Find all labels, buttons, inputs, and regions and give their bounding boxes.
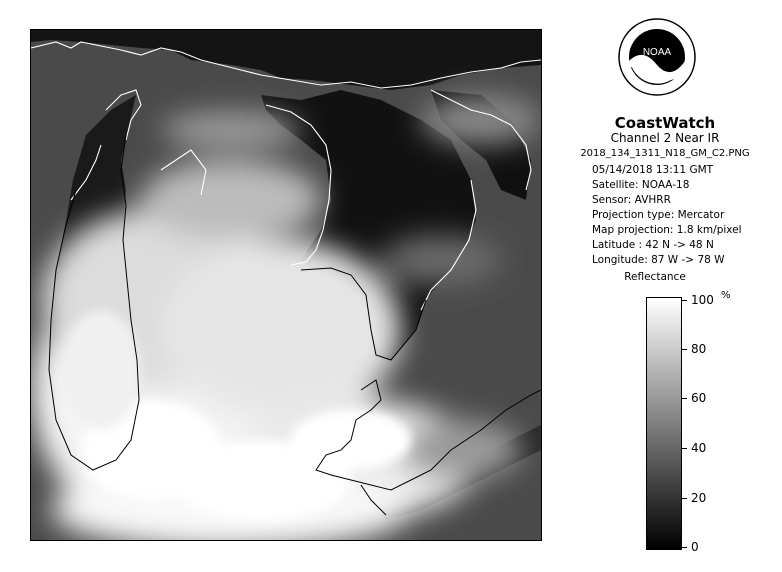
filename: 2018_134_1311_N18_GM_C2.PNG (580, 148, 750, 159)
logo-text: NOAA (642, 47, 672, 58)
colorbar-tick-mark (681, 398, 687, 399)
colorbar-tick-label: 100 (691, 293, 714, 307)
brand-title: CoastWatch (614, 114, 716, 132)
colorbar-tick-label: 60 (691, 391, 707, 405)
colorbar-tick-mark (681, 349, 687, 350)
satellite: Satellite: NOAA-18 (592, 179, 690, 191)
colorbar-tick-label: 0 (691, 540, 699, 554)
sensor: Sensor: AVHRR (592, 194, 671, 206)
colorbar (646, 297, 682, 550)
colorbar-tick-mark (681, 300, 687, 301)
channel-label: Channel 2 Near IR (610, 131, 720, 145)
colorbar-tick-label: 80 (691, 342, 707, 356)
noaa-logo (617, 17, 697, 97)
colorbar-title: Reflectance (624, 271, 686, 283)
colorbar-tick-mark (681, 498, 687, 499)
latitude-range: Latitude : 42 N -> 48 N (592, 239, 714, 251)
colorbar-tick-label: 20 (691, 491, 707, 505)
map-projection: Map projection: 1.8 km/pixel (592, 224, 742, 236)
colorbar-tick-mark (681, 448, 687, 449)
colorbar-unit: % (721, 290, 731, 301)
colorbar-tick-mark (681, 547, 687, 548)
datetime: 05/14/2018 13:11 GMT (592, 164, 714, 176)
satellite-map (30, 29, 542, 541)
longitude-range: Longitude: 87 W -> 78 W (592, 254, 725, 266)
noaa-logo-graphic (617, 17, 697, 97)
colorbar-tick-label: 40 (691, 441, 707, 455)
projection-type: Projection type: Mercator (592, 209, 725, 221)
satellite-image (31, 30, 541, 540)
